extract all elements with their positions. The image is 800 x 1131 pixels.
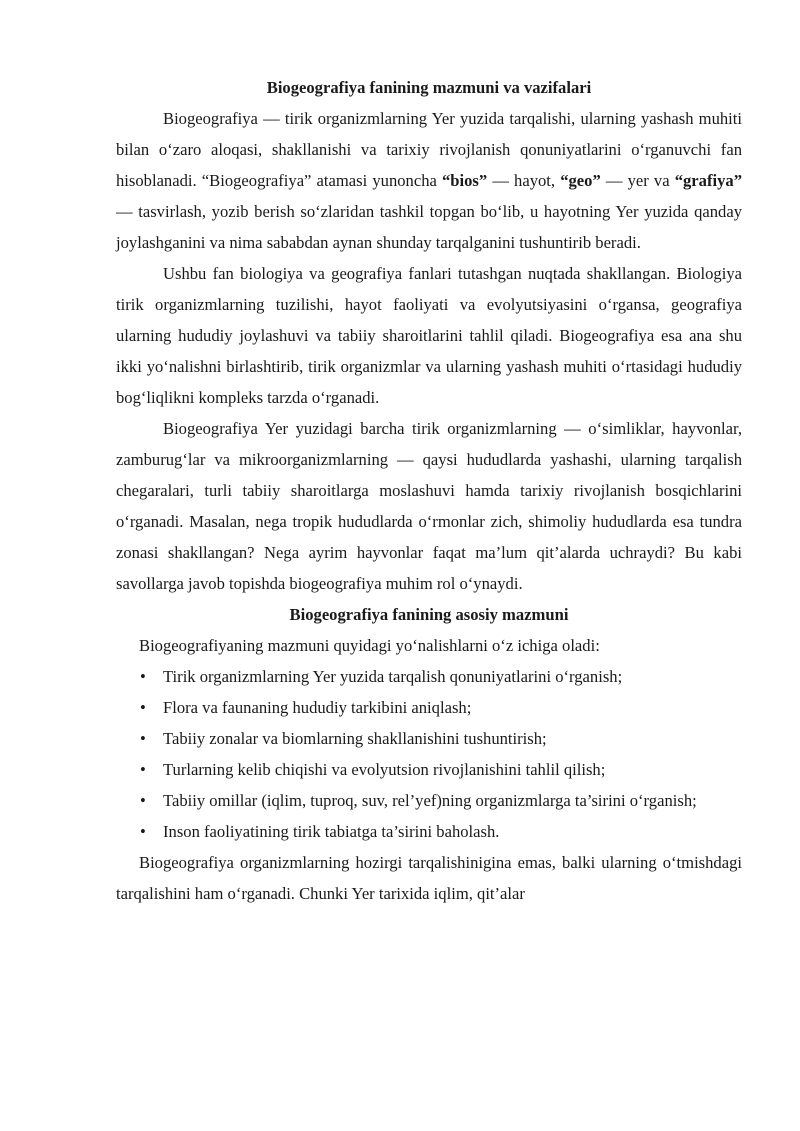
paragraph-text: — tasvirlash, yozib berish so‘zlaridan tashkil topgan bo‘lib, u hayotning Yer yuzida qanday joylashganini va nima sababdan aynan shunday tarqalganini tushuntirib beradi.: [116, 202, 742, 252]
term-geo: “geo”: [560, 171, 601, 190]
list-item: • Tabiiy omillar (iqlim, tuproq, suv, rel’yef)ning organizmlarga ta’sirini o‘rganish;: [116, 785, 742, 816]
section-subtitle: Biogeografiya fanining asosiy mazmuni: [289, 605, 569, 624]
list-item: • Tabiiy zonalar va biomlarning shakllanishini tushuntirish;: [116, 723, 742, 754]
list-item: • Flora va faunaning hududiy tarkibini aniqlash;: [116, 692, 742, 723]
content-list: [116, 661, 742, 847]
document-page: [116, 72, 742, 909]
list-intro: Biogeografiyaning mazmuni quyidagi yo‘nalishlarni o‘z ichiga oladi:: [139, 636, 600, 655]
list-item: • Turlarning kelib chiqishi va evolyutsion rivojlanishini tahlil qilish;: [116, 754, 742, 785]
paragraph-text: — yer va: [600, 171, 675, 190]
paragraph-origin: Ushbu fan biologiya va geografiya fanlari tutashgan nuqtada shakllangan. Biologiya tirik organizmlarning tuzilishi, hayot faoliyati va evolyutsiyasini o‘rgansa, geografiya ularning hududiy joylashuvi va tabiiy sharoitlarini tahlil qiladi. Biogeografiya esa ana shu ikki yo‘nalishni birlashtirib, tirik organizmlar va ularning yashash muhiti o‘rtasidagi hududiy bog‘liqlikni kompleks tarzda o‘rganadi.: [116, 264, 742, 407]
list-item: • Tirik organizmlarning Yer yuzida tarqalish qonuniyatlarini o‘rganish;: [116, 661, 742, 692]
paragraph-text: Biogeografiya — tirik organizmlarning Yer yuzida tarqalishi, ularning yashash muhiti bilan o‘zaro aloqasi, shakllanishi va tarixiy rivojlanish qonuniyatlarini o‘rganuvchi fan hisoblanadi. “Biogeografiya” atamasi yunoncha: [116, 109, 742, 190]
paragraph-history: Biogeografiya organizmlarning hozirgi tarqalishinigina emas, balki ularning o‘tmishdagi tarqalishini ham o‘rganadi. Chunki Yer tarixida iqlim, qit’alar: [116, 853, 742, 903]
term-bios: “bios”: [442, 171, 488, 190]
term-grafiya: “grafiya”: [674, 171, 742, 190]
paragraph-text: — hayot,: [487, 171, 561, 190]
document-title: Biogeografiya fanining mazmuni va vazifalari: [266, 78, 592, 97]
paragraph-definition: [116, 103, 742, 258]
list-item: • Inson faoliyatining tirik tabiatga ta’sirini baholash.: [116, 816, 742, 847]
paragraph-scope: Biogeografiya Yer yuzidagi barcha tirik organizmlarning — o‘simliklar, hayvonlar, zamburug‘lar va mikroorganizmlarning — qaysi hududlarda yashashi, ularning tarqalish chegaralari, turli tabiiy sharoitlarga moslashuvi hamda tarixiy rivojlanish bosqichlarini o‘rganadi. Masalan, nega tropik hududlarda o‘rmonlar zich, shimoliy hududlarda esa tundra zonasi shakllangan? Nega ayrim hayvonlar faqat ma’lum qit’alarda uchraydi? Bu kabi savollarga javob topishda biogeografiya muhim rol o‘ynaydi.: [116, 419, 742, 593]
